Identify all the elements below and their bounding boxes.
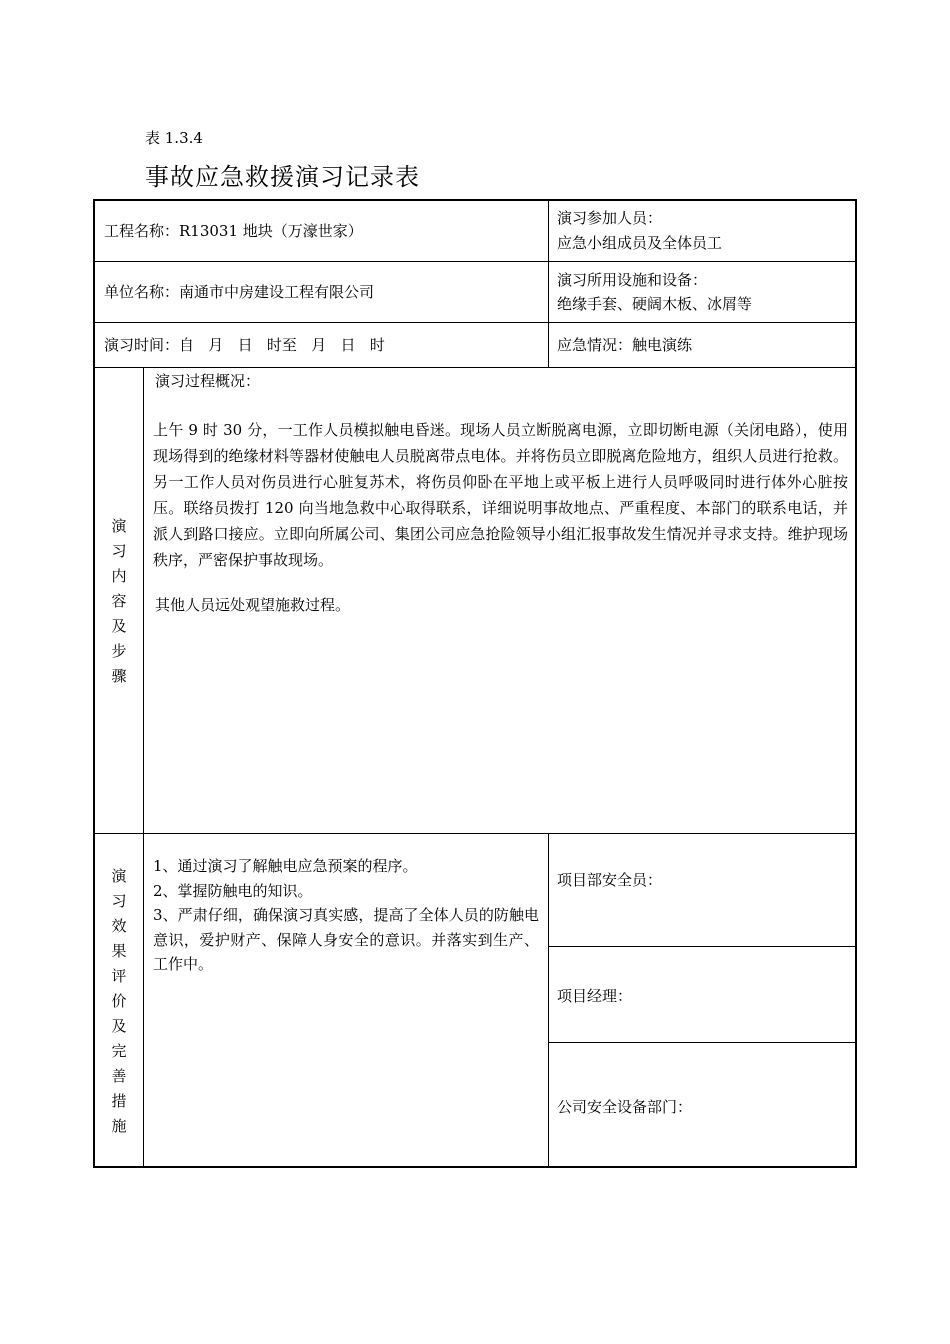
safety-officer-signature: 项目部安全员： <box>557 871 663 889</box>
evaluation-label-char: 效 <box>111 917 127 935</box>
evaluation-item: 3、严肃仔细，确保演习真实感，提高了全体人员的防触电意识，爱护财产、保障人身安全的意识。并落实到生产、工作中。 <box>153 906 539 973</box>
column-divider-top <box>548 199 549 367</box>
evaluation-label-char: 善 <box>111 1067 127 1085</box>
evaluation-label-char: 施 <box>111 1117 127 1135</box>
drill-process-paragraph: 上午 9 时 30 分，一工作人员模拟触电昏迷。现场人员立断脱离电源，立即切断电源（关闭电路），使用现场得到的绝缘材料等器材使触电人员脱离带点电体。并将伤员立即脱离危险地方，组织人员进行抢救。另一工作人员对伤员进行心脏复苏术，将伤员仰卧在平地上或平板上进行人员呼吸同时进行体外心脏按压。联络员拨打 120 向当地急救中心取得联系，详细说明事故地点、严重程度、本部门的联系电话，并派人到路口接应。立即向所属公司、集团公司应急抢险领导小组汇报事故发生情况并寻求支持。维护现场秩序，严密保护事故现场。 <box>153 421 848 569</box>
signature-divider-1 <box>548 946 857 947</box>
evaluation-label-char: 果 <box>111 942 127 960</box>
participants-value: 应急小组成员及全体员工 <box>557 234 723 252</box>
observers-paragraph: 其他人员远处观望施救过程。 <box>155 596 351 614</box>
project-manager-signature: 项目经理： <box>557 987 633 1005</box>
content-label-char: 步 <box>111 642 127 660</box>
content-label-char: 容 <box>111 592 127 610</box>
emergency-situation: 应急情况：触电演练 <box>557 336 693 354</box>
column-divider-label <box>143 367 144 1167</box>
content-label-char: 及 <box>111 617 127 635</box>
unit-name: 单位名称：南通市中房建设工程有限公司 <box>104 283 375 301</box>
evaluation-item: 2、掌握防触电的知识。 <box>153 881 313 900</box>
evaluation-section-label <box>95 864 143 1139</box>
overview-label: 演习过程概况： <box>155 372 261 390</box>
evaluation-list <box>153 854 539 977</box>
row-divider-3 <box>93 367 857 368</box>
evaluation-label-char: 措 <box>111 1092 127 1110</box>
table-number: 表 1.3.4 <box>145 129 203 147</box>
content-section-label <box>95 514 143 689</box>
evaluation-label-char: 及 <box>111 1017 127 1035</box>
table-border-top <box>93 199 857 201</box>
content-label-char: 习 <box>111 542 127 560</box>
drill-time: 演习时间：自 月 日 时至 月 日 时 <box>104 336 385 354</box>
content-label-char: 骤 <box>111 667 127 685</box>
evaluation-label-char: 习 <box>111 892 127 910</box>
equipment-label: 演习所用设施和设备： <box>557 271 708 289</box>
row-divider-4 <box>93 833 857 834</box>
document-title: 事故应急救援演习记录表 <box>145 163 420 191</box>
column-divider-evaluation <box>548 833 549 1167</box>
evaluation-label-char: 完 <box>111 1042 127 1060</box>
row-divider-1 <box>93 261 857 262</box>
evaluation-label-char: 价 <box>111 992 127 1010</box>
signature-divider-2 <box>548 1042 857 1043</box>
evaluation-label-char: 演 <box>111 867 127 885</box>
equipment-value: 绝缘手套、硬阔木板、冰屑等 <box>557 295 753 313</box>
evaluation-label-char: 评 <box>111 967 127 985</box>
evaluation-item: 1、通过演习了解触电应急预案的程序。 <box>153 857 418 875</box>
table-border-bottom <box>93 1166 857 1168</box>
table-border-right <box>855 199 857 1168</box>
project-name: 工程名称：R13031 地块（万濠世家） <box>104 222 363 240</box>
content-label-char: 演 <box>111 517 127 535</box>
row-divider-2 <box>93 322 857 323</box>
participants-label: 演习参加人员： <box>557 209 663 227</box>
content-label-char: 内 <box>111 567 127 585</box>
company-safety-dept-signature: 公司安全设备部门： <box>557 1098 693 1116</box>
